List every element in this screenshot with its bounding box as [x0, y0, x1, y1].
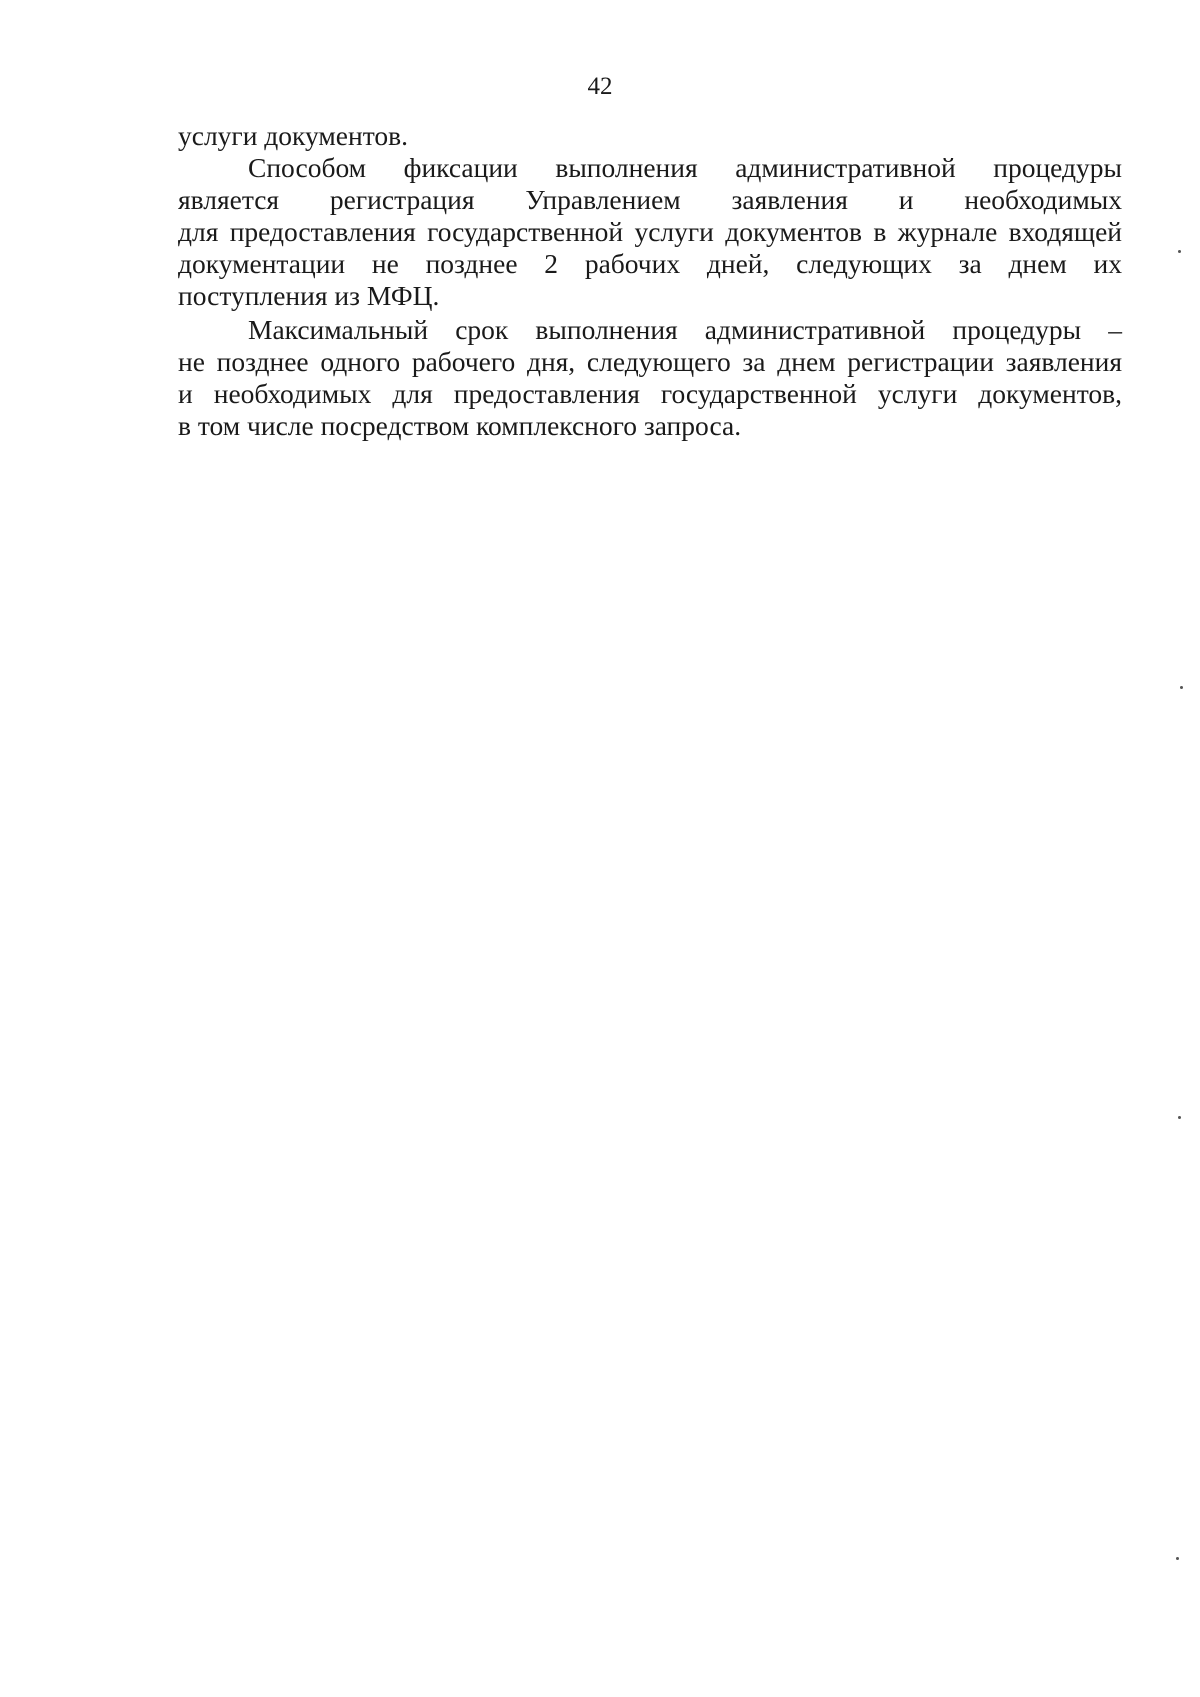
document-body	[178, 120, 1122, 442]
text-line: документации не позднее 2 рабочих дней, следующих за днем их	[178, 248, 1122, 279]
text-line: Способом фиксации выполнения административной процедуры	[248, 152, 1122, 183]
scan-speck	[1176, 1557, 1179, 1560]
text-line: является регистрация Управлением заявления и необходимых	[178, 184, 1122, 215]
text-line: поступления из МФЦ.	[178, 280, 440, 311]
scan-speck	[1178, 250, 1181, 253]
page-number: 42	[587, 73, 613, 100]
scan-speck	[1178, 1116, 1181, 1119]
text-line: услуги документов.	[178, 120, 408, 151]
text-line: в том числе посредством комплексного запроса.	[178, 410, 742, 441]
text-line: и необходимых для предоставления государственной услуги документов,	[178, 378, 1122, 409]
text-line: не позднее одного рабочего дня, следующего за днем регистрации заявления	[178, 346, 1122, 377]
text-line: Максимальный срок выполнения административной процедуры –	[248, 314, 1122, 345]
text-line: для предоставления государственной услуги документов в журнале входящей	[178, 216, 1122, 247]
scan-speck	[1180, 686, 1183, 689]
